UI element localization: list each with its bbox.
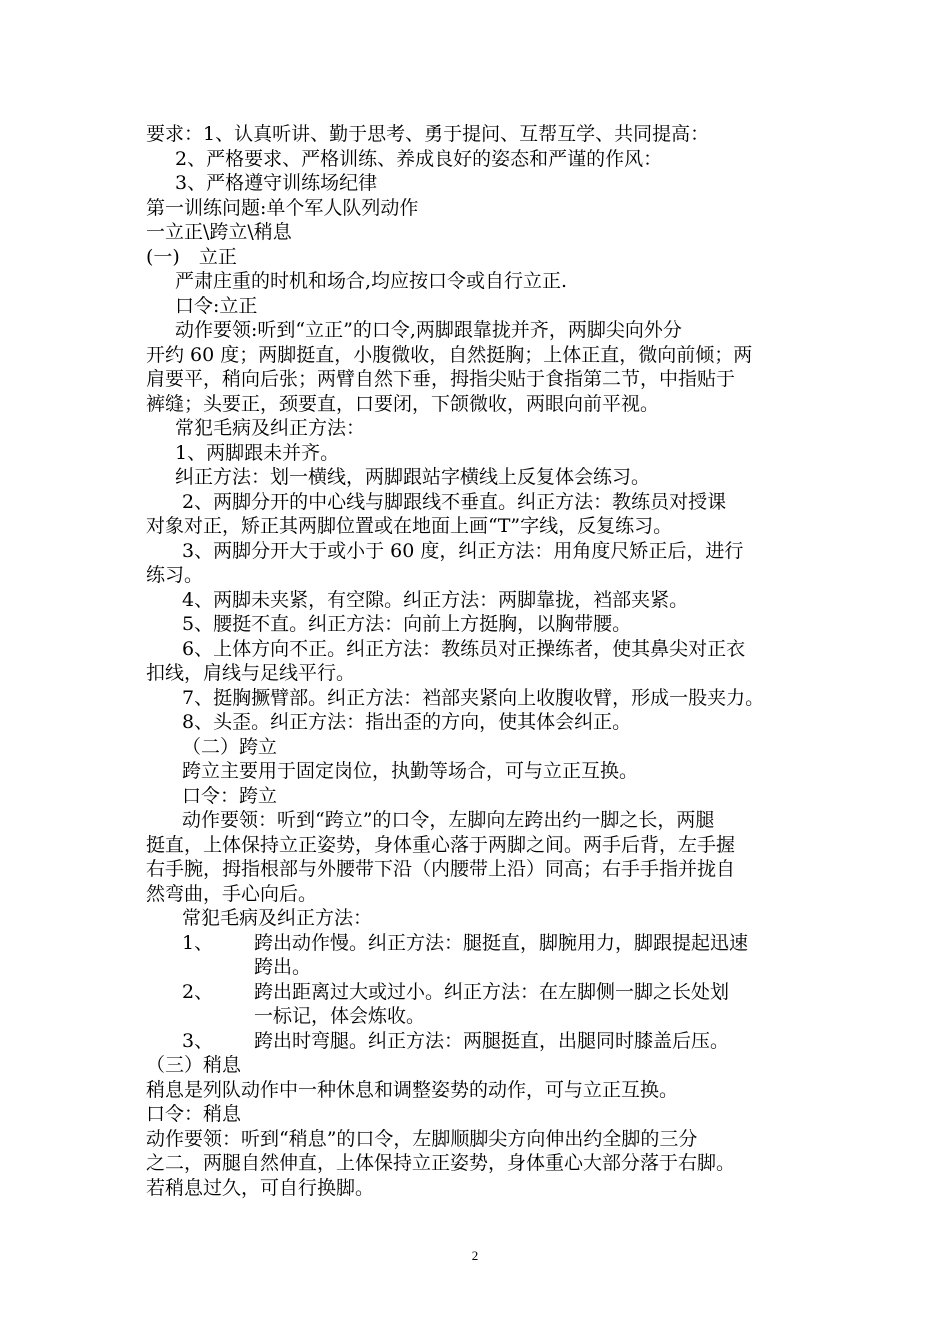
paragraph-line: 开约 60 度；两脚挺直，小腹微收，自然挺胸；上体正直，微向前倾；两 xyxy=(146,343,753,366)
paragraph-line: 扣线，肩线与足线平行。 xyxy=(146,662,356,684)
list-item xyxy=(146,980,826,1005)
list-item: 6、上体方向不正。纠正方法：教练员对正操练者，使其鼻尖对正衣 xyxy=(182,637,746,660)
list-text: 跨出动作慢。纠正方法：腿挺直，脚腕用力，脚跟提起迅速 xyxy=(254,931,749,954)
paragraph-line: 对象对正，矫正其两脚位置或在地面上画“T”字线，反复练习。 xyxy=(146,515,673,537)
list-item: 1、两脚跟未并齐。 xyxy=(175,441,340,464)
requirements-line-3: 3、严格遵守训练场纪律 xyxy=(175,172,378,194)
list-item: 4、两脚未夹紧，有空隙。纠正方法：两脚靠拢，裆部夹紧。 xyxy=(182,588,689,611)
paragraph-line: 动作要领:听到“立正”的口令,两脚跟靠拢并齐，两脚尖向外分 xyxy=(175,319,682,341)
list-item xyxy=(146,1029,826,1054)
command-line: 口令:立正 xyxy=(175,294,258,317)
requirements-line-1: 要求：1、认真听讲、勤于思考、勇于提问、互帮互学、共同提高： xyxy=(146,123,710,145)
section-heading: 第一训练问题:单个军人队列动作 xyxy=(146,196,419,219)
list-number: 2、 xyxy=(182,980,214,1003)
list-number: 3、 xyxy=(182,1029,214,1052)
paragraph-line: 肩要平，稍向后张；两臂自然下垂，拇指尖贴于食指第二节，中指贴于 xyxy=(146,368,736,390)
list-text: 跨出距离过大或过小。纠正方法：在左脚侧一脚之长处划 xyxy=(254,980,730,1003)
command-line: 口令：稍息 xyxy=(146,1103,242,1125)
page-body xyxy=(146,122,826,1200)
heading-attention: (一) 立正 xyxy=(146,245,237,268)
paragraph-line: 之二，两腿自然伸直，上体保持立正姿势，身体重心大部分落于右脚。 xyxy=(146,1152,736,1174)
paragraph-line: 跨立主要用于固定岗位，执勤等场合，可与立正互换。 xyxy=(182,760,639,782)
paragraph-line: 动作要领：听到“稍息”的口令，左脚顺脚尖方向伸出约全脚的三分 xyxy=(146,1127,698,1150)
list-continuation: 跨出。 xyxy=(254,956,312,978)
paragraph-line: 若稍息过久，可自行换脚。 xyxy=(146,1176,375,1199)
paragraph-line: 常犯毛病及纠正方法： xyxy=(182,907,373,929)
list-item: 8、头歪。纠正方法：指出歪的方向，使其体会纠正。 xyxy=(182,711,632,733)
paragraph-line: 裤缝；头要正，颈要直，口要闭，下颌微收，两眼向前平视。 xyxy=(146,392,660,415)
paragraph-line: 挺直，上体保持立正姿势，身体重心落于两脚之间。两手后背，左手握 xyxy=(146,833,736,856)
paragraph-line: 然弯曲，手心向后。 xyxy=(146,882,318,905)
list-number: 1、 xyxy=(182,931,214,954)
list-item xyxy=(146,931,826,956)
paragraph-line: 稍息是列队动作中一种休息和调整姿势的动作，可与立正互换。 xyxy=(146,1078,679,1101)
requirements-line-2: 2、严格要求、严格训练、养成良好的姿态和严谨的作风： xyxy=(175,147,663,170)
list-item: 7、挺胸撅臂部。纠正方法：裆部夹紧向上收腹收臂，形成一股夹力。 xyxy=(182,686,765,709)
heading-at-ease: （三）稍息 xyxy=(146,1054,242,1076)
list-item: 5、腰挺不直。纠正方法：向前上方挺胸，以胸带腰。 xyxy=(182,613,632,635)
paragraph-line: 动作要领：听到“跨立”的口令，左脚向左跨出约一脚之长，两腿 xyxy=(182,809,715,831)
paragraph-line: 常犯毛病及纠正方法： xyxy=(175,417,366,439)
command-line: 口令：跨立 xyxy=(182,784,278,807)
page-number: 2 xyxy=(471,1248,479,1263)
paragraph-line: 纠正方法：划一横线，两脚跟站字横线上反复体会练习。 xyxy=(175,466,651,488)
paragraph-line: 练习。 xyxy=(146,564,204,586)
list-item: 3、两脚分开大于或小于 60 度，纠正方法：用角度尺矫正后，进行 xyxy=(182,539,744,562)
heading-at-ease-stance: （二）跨立 xyxy=(182,735,278,758)
list-text: 跨出时弯腿。纠正方法：两腿挺直，出腿同时膝盖后压。 xyxy=(254,1029,730,1052)
list-item: 2、两脚分开的中心线与脚跟线不垂直。纠正方法：教练员对授课 xyxy=(182,490,727,513)
subsection-heading: 一立正\跨立\稍息 xyxy=(146,221,292,243)
paragraph-line: 严肃庄重的时机和场合,均应按口令或自行立正. xyxy=(175,270,568,292)
paragraph-line: 右手腕，拇指根部与外腰带下沿（内腰带上沿）同高；右手手指并拢自 xyxy=(146,858,736,880)
list-continuation: 一标记，体会炼收。 xyxy=(254,1005,426,1027)
